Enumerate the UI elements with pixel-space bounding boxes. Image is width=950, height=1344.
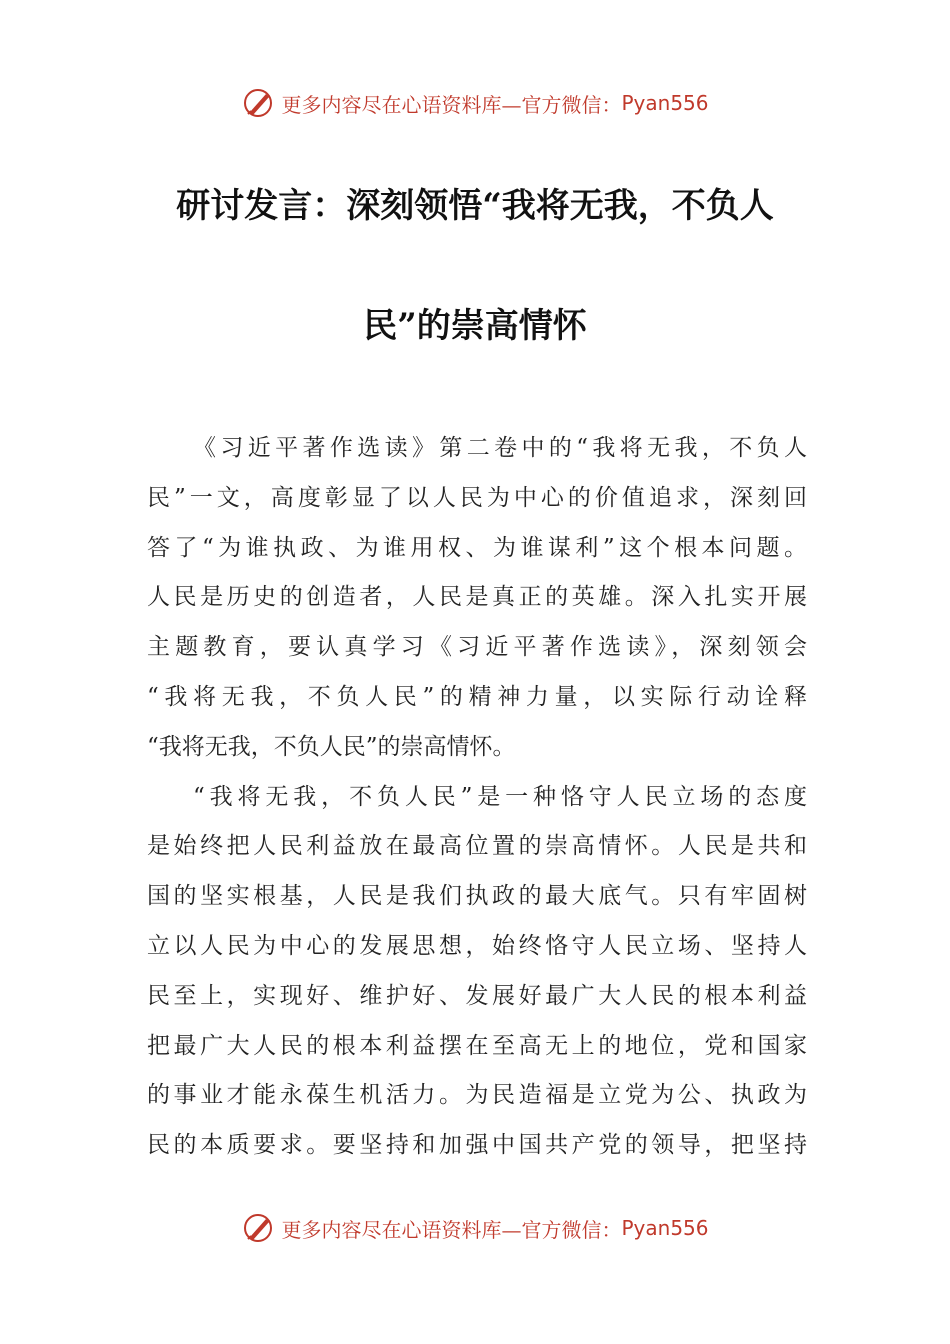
page-title-line-1: 研讨发言：深刻领悟“我将无我，不负人 (176, 186, 774, 226)
footer-banner (0, 1208, 950, 1248)
body-line: “我将无我，不负人民”的崇高情怀。 (147, 733, 516, 760)
body-line: 答了“为谁执政、为谁用权、为谁谋利”这个根本问题。 (147, 534, 807, 561)
pen-logo-icon (241, 86, 275, 120)
body-line: 把最广大人民的根本利益摆在至高无上的地位，党和国家 (147, 1032, 807, 1059)
body-line: 民的本质要求。要坚持和加强中国共产党的领导，把坚持 (147, 1132, 807, 1159)
body-line: 国的坚实根基，人民是我们执政的最大底气。只有牢固树 (147, 883, 807, 910)
body-line: “我将无我，不负人民”的精神力量，以实际行动诠释 (147, 683, 807, 710)
body-line: 的事业才能永葆生机活力。为民造福是立党为公、执政为 (147, 1082, 807, 1109)
body-line: 人民是历史的创造者，人民是真正的英雄。深入扎实开展 (147, 584, 807, 611)
body-line: 民”一文，高度彰显了以人民为中心的价值追求，深刻回 (147, 484, 807, 511)
body-text (147, 428, 807, 1175)
body-line: 主题教育，要认真学习《习近平著作选读》，深刻领会 (147, 634, 807, 661)
body-line: 民至上，实现好、维护好、发展好最广大人民的根本利益 (147, 982, 807, 1009)
header-banner-text: 更多内容尽在心语资料库—官方微信： (281, 92, 622, 117)
header-banner (0, 83, 950, 123)
footer-banner-text: 更多内容尽在心语资料库—官方微信： (281, 1217, 622, 1242)
body-line: 立以人民为中心的发展思想，始终恪守人民立场、坚持人 (147, 932, 807, 959)
header-wechat-id: Pyan556 (621, 91, 709, 115)
body-line: 《习近平著作选读》第二卷中的“我将无我，不负人 (193, 435, 807, 461)
footer-wechat-id: Pyan556 (621, 1216, 709, 1240)
pen-logo-icon (241, 1211, 275, 1245)
page-title-line-2: 民”的崇高情怀 (363, 306, 587, 346)
body-line: 是始终把人民利益放在最高位置的崇高情怀。人民是共和 (147, 833, 807, 860)
body-line: “我将无我，不负人民”是一种恪守人民立场的态度 (193, 783, 807, 810)
